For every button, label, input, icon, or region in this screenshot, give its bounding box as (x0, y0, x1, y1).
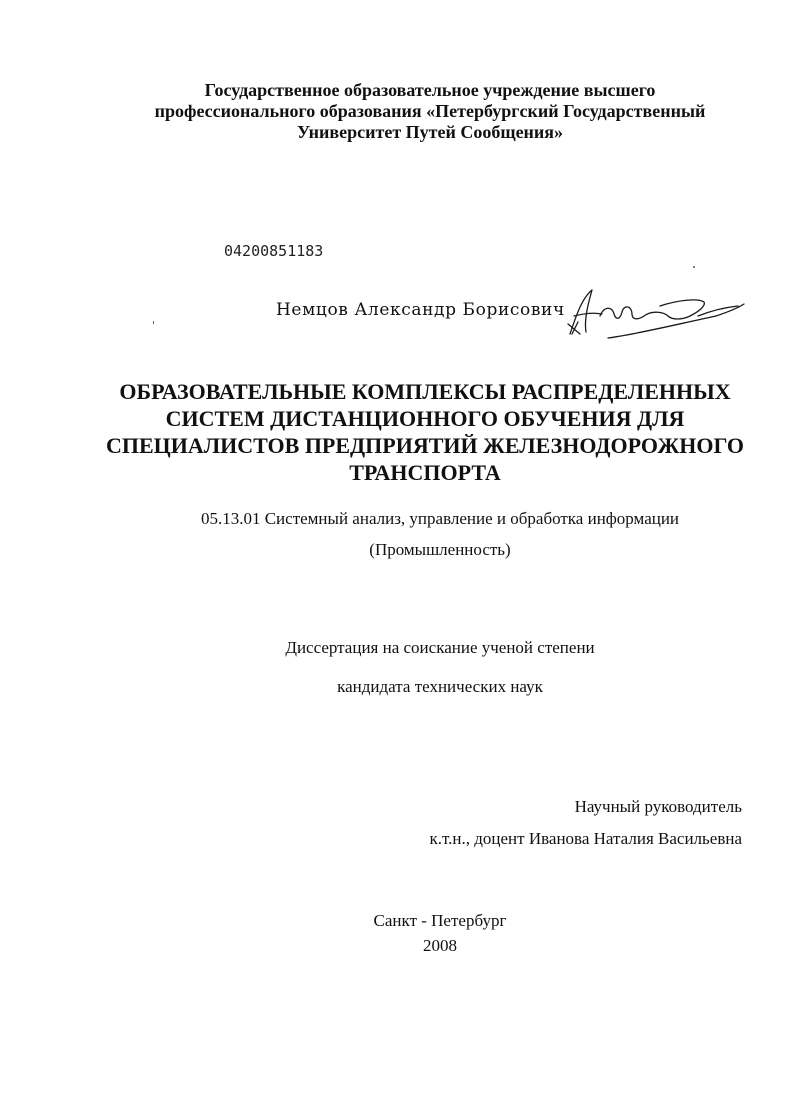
title-line-3: СПЕЦИАЛИСТОВ ПРЕДПРИЯТИЙ ЖЕЛЕЗНОДОРОЖНОГО (105, 433, 745, 458)
supervisor-label: Научный руководитель (574, 797, 742, 816)
signature-image (548, 276, 748, 346)
scan-speck (153, 321, 154, 324)
institution-line-1: Государственное образовательное учреждение высшего (204, 80, 656, 100)
document-number: 04200851183 (224, 242, 324, 260)
specialty-branch: (Промышленность) (369, 540, 511, 559)
title-line-4: ТРАНСПОРТА (349, 460, 501, 485)
year: 2008 (423, 936, 457, 955)
institution-header (110, 80, 750, 143)
city: Санкт - Петербург (373, 911, 507, 930)
dissertation-title (90, 378, 760, 486)
degree-line-2: кандидата технических наук (337, 677, 543, 696)
title-line-2: СИСТЕМ ДИСТАНЦИОННОГО ОБУЧЕНИЯ ДЛЯ (165, 406, 685, 431)
institution-line-3: Университет Путей Сообщения» (296, 122, 564, 142)
degree-line-1: Диссертация на соискание ученой степени (285, 638, 595, 657)
author-name: Немцов Александр Борисович (276, 300, 565, 320)
title-line-1: ОБРАЗОВАТЕЛЬНЫЕ КОМПЛЕКСЫ РАСПРЕДЕЛЕННЫХ (119, 379, 731, 404)
scan-speck (693, 266, 695, 268)
specialty-code: 05.13.01 Системный анализ, управление и обработка информации (200, 509, 680, 528)
supervisor-name: к.т.н., доцент Иванова Наталия Васильевна (429, 829, 742, 848)
institution-line-2: профессионального образования «Петербургский Государственный (154, 101, 706, 121)
